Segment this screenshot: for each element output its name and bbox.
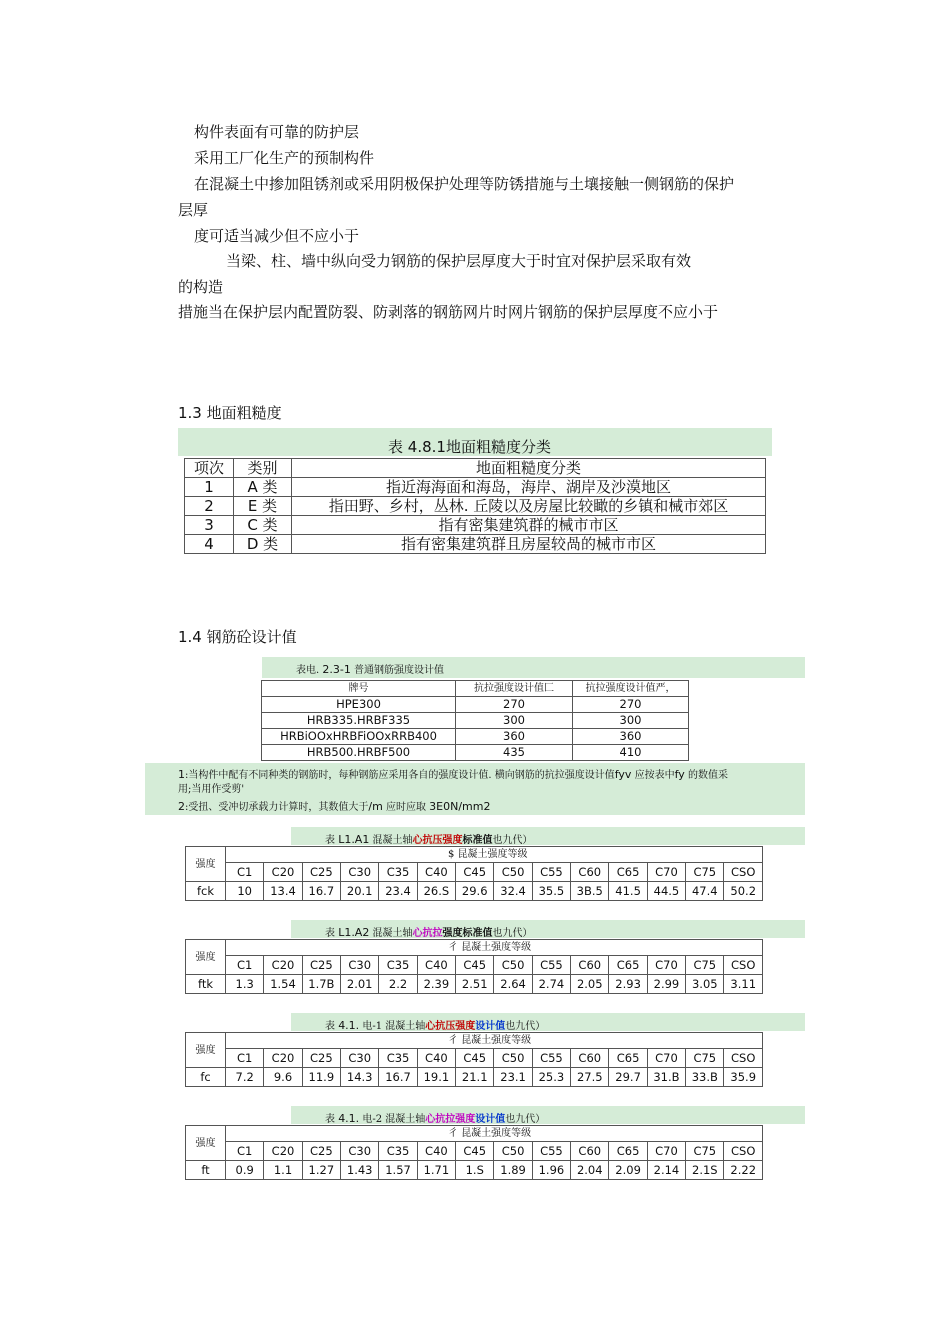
grade-cell: C75	[686, 1049, 724, 1068]
value-cell: 2.51	[456, 975, 494, 994]
grade-cell: C50	[494, 863, 532, 882]
grade-header-mark: 彳	[448, 1035, 458, 1046]
grade-header	[226, 940, 763, 956]
grade-cell: C65	[609, 863, 647, 882]
value-cell: 9.6	[264, 1068, 302, 1087]
grade-cell: C70	[647, 1049, 685, 1068]
table-header-row	[186, 940, 763, 956]
grade-header-text: 昆凝土强度等级	[461, 1035, 532, 1046]
caption-part: 强度	[455, 1021, 476, 1032]
grade-cell: C55	[532, 1142, 570, 1161]
value-cell: 14.3	[341, 1068, 379, 1087]
grade-cell: C65	[609, 1142, 647, 1161]
table-row	[262, 745, 689, 761]
caption-part: 表	[325, 1114, 335, 1125]
table-row	[262, 713, 689, 729]
value-cell: 1.3	[226, 975, 264, 994]
grade-cell: C70	[647, 1142, 685, 1161]
strength-label: 强度	[186, 1033, 226, 1068]
value-cell: 360	[456, 729, 573, 745]
row-description: 指近海海面和海岛，海岸、湖岸及沙漠地区	[292, 478, 766, 497]
concrete-strength-table	[185, 846, 763, 901]
value-cell: 16.7	[379, 1068, 417, 1087]
value-cell: 0.9	[226, 1161, 264, 1180]
value-cell: 410	[573, 745, 689, 761]
grade-header-text: 昆凝土强度等级	[461, 1128, 532, 1139]
value-cell: 1.89	[494, 1161, 532, 1180]
value-cell: 25.3	[532, 1068, 570, 1087]
caption-part: 设计值	[475, 1021, 506, 1032]
value-cell: 1.S	[456, 1161, 494, 1180]
grade-cell: CSO	[724, 956, 763, 975]
grade-cell: C25	[302, 1142, 340, 1161]
caption-part: 4.1.	[338, 1019, 360, 1032]
grade-cell: C50	[494, 1049, 532, 1068]
value-cell: 31.B	[647, 1068, 685, 1087]
caption-part: L1.A2	[338, 926, 370, 939]
grade-cell: HRB335.HRBF335	[262, 713, 456, 729]
caption-part: 强度	[442, 835, 463, 846]
header-cell: 抗拉强度设计值匚	[456, 681, 573, 697]
grade-cell: C40	[417, 1142, 455, 1161]
grade-cell: C30	[341, 956, 379, 975]
caption-part: 表	[325, 835, 335, 846]
caption-part: 心抗压	[412, 835, 443, 846]
paragraph-construct: 的构造	[178, 278, 224, 296]
value-cell: 1.54	[264, 975, 302, 994]
row-number: 1	[185, 478, 234, 497]
value-cell: 2.05	[571, 975, 609, 994]
paragraph-thickness-cont: 层厚	[178, 201, 209, 219]
strength-label: 强度	[186, 1126, 226, 1161]
caption-part: 混凝土轴	[372, 835, 413, 846]
caption-part: 也九代）	[492, 835, 533, 846]
header-cell: 类别	[234, 459, 292, 478]
caption-part: 心抗拉	[412, 928, 443, 939]
grade-cell: C75	[686, 956, 724, 975]
roughness-table	[184, 458, 766, 554]
value-cell: 2.64	[494, 975, 532, 994]
grade-row	[186, 956, 763, 975]
table-row	[185, 478, 766, 497]
value-cell: 26.S	[417, 882, 455, 901]
grade-cell: C20	[264, 1142, 302, 1161]
value-row	[186, 882, 763, 901]
row-category: C 类	[234, 516, 292, 535]
value-row	[186, 1068, 763, 1087]
note-1-cont: 用;当用作受剪'	[178, 784, 245, 795]
table-row	[262, 697, 689, 713]
row-number: 4	[185, 535, 234, 554]
caption-part: 4.1.	[338, 1112, 360, 1125]
value-cell: 27.5	[571, 1068, 609, 1087]
value-cell: 2.04	[571, 1161, 609, 1180]
grade-header-mark: 彳	[448, 1128, 458, 1139]
grade-cell: C1	[226, 1049, 264, 1068]
caption-part: 标准值	[462, 835, 493, 846]
note-1: 1:当构件中配有不同种类的钢筋时，每种钢筋应采用各自的强度设计值. 横向钢筋的抗拉强度设计值fyv 应按表中fy 的数值采	[178, 768, 729, 781]
paragraph-precast: 采用工厂化生产的预制构件	[194, 149, 375, 167]
value-cell: 21.1	[456, 1068, 494, 1087]
grade-cell: C30	[341, 1049, 379, 1068]
caption-part: 电-1 混凝土轴	[362, 1021, 426, 1032]
caption-part: 心抗拉	[425, 1114, 456, 1125]
grade-cell: C20	[264, 956, 302, 975]
table-row	[262, 729, 689, 745]
header-cell: 抗拉强度设计值严，	[573, 681, 689, 697]
table-row	[185, 535, 766, 554]
value-row	[186, 975, 763, 994]
grade-cell: C40	[417, 956, 455, 975]
value-row	[186, 1161, 763, 1180]
grade-cell: C65	[609, 1049, 647, 1068]
grade-cell: C55	[532, 863, 570, 882]
value-cell: 1.1	[264, 1161, 302, 1180]
caption-part: 表	[325, 928, 335, 939]
caption-part: 也九代）	[492, 928, 533, 939]
table-row	[185, 516, 766, 535]
grade-cell: C25	[302, 863, 340, 882]
grade-cell: C70	[647, 956, 685, 975]
grade-header	[226, 1126, 763, 1142]
value-cell: 10	[226, 882, 264, 901]
grade-row	[186, 1049, 763, 1068]
section-heading-roughness: 1.3 地面粗糙度	[178, 404, 282, 422]
value-cell: 270	[456, 697, 573, 713]
grade-cell: C25	[302, 956, 340, 975]
grade-header-text: 昆凝土强度等级	[461, 942, 532, 953]
value-cell: 2.09	[609, 1161, 647, 1180]
strength-label: 强度	[186, 940, 226, 975]
row-description: 指有密集建筑群的械市市区	[292, 516, 766, 535]
grade-cell: C35	[379, 956, 417, 975]
rebar-strength-table	[261, 680, 689, 761]
concrete-strength-table	[185, 1125, 763, 1180]
grade-cell: CSO	[724, 863, 763, 882]
grade-cell: C40	[417, 1049, 455, 1068]
value-cell: 3.11	[724, 975, 763, 994]
paragraph-anticorrosion: 在混凝土中掺加阻锈剂或采用阴极保护处理等防锈措施与土壤接触一侧钢筋的保护	[194, 175, 735, 193]
value-cell: 300	[456, 713, 573, 729]
row-category: A 类	[234, 478, 292, 497]
caption-part: 也九代）	[505, 1114, 546, 1125]
table-caption-concrete	[325, 1110, 545, 1125]
note-2: 2:受扭、受冲切承载力计算时，其数值大于/m 应时应取 3E0N/mm2	[178, 800, 491, 813]
strength-symbol: fc	[186, 1068, 226, 1087]
caption-part: L1.A1	[338, 833, 370, 846]
strength-label: 强度	[186, 847, 226, 882]
value-cell: 360	[573, 729, 689, 745]
grade-header-mark: 彳	[448, 942, 458, 953]
grade-cell: C55	[532, 956, 570, 975]
value-cell: 44.5	[647, 882, 685, 901]
value-cell: 1.7B	[302, 975, 340, 994]
caption-part: 混凝土轴	[372, 928, 413, 939]
value-cell: 35.5	[532, 882, 570, 901]
grade-cell: C30	[341, 1142, 379, 1161]
grade-cell: C50	[494, 1142, 532, 1161]
value-cell: 270	[573, 697, 689, 713]
grade-cell: C70	[647, 863, 685, 882]
table-caption-roughness: 表 4.8.1地面粗糙度分类	[388, 438, 551, 456]
grade-cell: C45	[456, 956, 494, 975]
value-cell: 29.6	[456, 882, 494, 901]
strength-symbol: ftk	[186, 975, 226, 994]
strength-symbol: fck	[186, 882, 226, 901]
strength-symbol: ft	[186, 1161, 226, 1180]
value-cell: 50.2	[724, 882, 763, 901]
table-caption-concrete	[325, 831, 533, 846]
value-cell: 2.39	[417, 975, 455, 994]
grade-cell: C60	[571, 1142, 609, 1161]
value-cell: 32.4	[494, 882, 532, 901]
grade-cell: HRB500.HRBF500	[262, 745, 456, 761]
header-cell: 项次	[185, 459, 234, 478]
value-cell: 7.2	[226, 1068, 264, 1087]
value-cell: 3.05	[686, 975, 724, 994]
row-description: 指田野、乡村，丛林. 丘陵以及房屋比较瞰的乡镇和械市郊区	[292, 497, 766, 516]
row-description: 指有密集建筑群且房屋较咼的械市市区	[292, 535, 766, 554]
grade-header	[226, 1033, 763, 1049]
value-cell: 2.74	[532, 975, 570, 994]
grade-cell: C40	[417, 863, 455, 882]
table-caption-concrete	[325, 924, 533, 939]
grade-cell: C30	[341, 863, 379, 882]
grade-cell: C45	[456, 863, 494, 882]
value-cell: 2.22	[724, 1161, 763, 1180]
grade-header	[226, 847, 763, 863]
grade-cell: C75	[686, 1142, 724, 1161]
value-cell: 2.14	[647, 1161, 685, 1180]
caption-part: 标准值	[462, 928, 493, 939]
grade-cell: C75	[686, 863, 724, 882]
row-category: E 类	[234, 497, 292, 516]
paragraph-reduce: 度可适当减少但不应小于	[194, 227, 360, 245]
grade-cell: C55	[532, 1049, 570, 1068]
caption-part: 电-2 混凝土轴	[362, 1114, 426, 1125]
value-cell: 2.1S	[686, 1161, 724, 1180]
value-cell: 2.2	[379, 975, 417, 994]
grade-cell: C45	[456, 1049, 494, 1068]
table-caption-concrete	[325, 1017, 545, 1032]
paragraph-protective-layer: 构件表面有可靠的防护层	[194, 123, 360, 141]
value-cell: 23.1	[494, 1068, 532, 1087]
value-cell: 2.01	[341, 975, 379, 994]
value-cell: 300	[573, 713, 689, 729]
concrete-strength-table	[185, 1032, 763, 1087]
value-cell: 1.96	[532, 1161, 570, 1180]
grade-cell: C35	[379, 1049, 417, 1068]
grade-cell: CSO	[724, 1142, 763, 1161]
value-cell: 1.43	[341, 1161, 379, 1180]
value-cell: 2.93	[609, 975, 647, 994]
value-cell: 1.57	[379, 1161, 417, 1180]
grade-cell: C25	[302, 1049, 340, 1068]
grade-row	[186, 863, 763, 882]
grade-cell: C60	[571, 956, 609, 975]
grade-cell: C1	[226, 863, 264, 882]
value-cell: 20.1	[341, 882, 379, 901]
caption-part: 强度	[442, 928, 463, 939]
table-header-row	[186, 1126, 763, 1142]
grade-cell: C20	[264, 863, 302, 882]
value-cell: 435	[456, 745, 573, 761]
table-header-row	[186, 847, 763, 863]
row-number: 3	[185, 516, 234, 535]
grade-cell: C60	[571, 1049, 609, 1068]
grade-cell: C50	[494, 956, 532, 975]
value-cell: 16.7	[302, 882, 340, 901]
grade-header-text: 昆凝土强度等级	[457, 849, 528, 860]
value-cell: 33.B	[686, 1068, 724, 1087]
table-header-row	[186, 1033, 763, 1049]
value-cell: 29.7	[609, 1068, 647, 1087]
grade-cell: HPE300	[262, 697, 456, 713]
row-number: 2	[185, 497, 234, 516]
header-cell: 地面粗糙度分类	[292, 459, 766, 478]
value-cell: 23.4	[379, 882, 417, 901]
table-header-row	[262, 681, 689, 697]
value-cell: 1.27	[302, 1161, 340, 1180]
grade-cell: C20	[264, 1049, 302, 1068]
value-cell: 41.5	[609, 882, 647, 901]
value-cell: 2.99	[647, 975, 685, 994]
grade-row	[186, 1142, 763, 1161]
concrete-strength-table	[185, 939, 763, 994]
value-cell: 19.1	[417, 1068, 455, 1087]
section-heading-rebar: 1.4 钢筋砼设计值	[178, 628, 297, 646]
grade-cell: C1	[226, 1142, 264, 1161]
value-cell: 3B.5	[571, 882, 609, 901]
caption-part: 强度	[455, 1114, 476, 1125]
grade-header-mark: $	[448, 849, 455, 860]
caption-part: 设计值	[475, 1114, 506, 1125]
grade-cell: C60	[571, 863, 609, 882]
grade-cell: HRBiOOxHRBFiOOxRRB400	[262, 729, 456, 745]
grade-cell: C1	[226, 956, 264, 975]
value-cell: 13.4	[264, 882, 302, 901]
value-cell: 35.9	[724, 1068, 763, 1087]
table-caption-rebar: 表电. 2.3-1 普通钢筋强度设计值	[296, 663, 445, 676]
grade-cell: C35	[379, 1142, 417, 1161]
row-category: D 类	[234, 535, 292, 554]
value-cell: 11.9	[302, 1068, 340, 1087]
header-cell: 牌号	[262, 681, 456, 697]
grade-cell: C45	[456, 1142, 494, 1161]
value-cell: 1.71	[417, 1161, 455, 1180]
caption-part: 表	[325, 1021, 335, 1032]
table-header-row	[185, 459, 766, 478]
grade-cell: C35	[379, 863, 417, 882]
table-row	[185, 497, 766, 516]
paragraph-mesh: 措施当在保护层内配置防裂、防剥落的钢筋网片时网片钢筋的保护层厚度不应小于	[178, 303, 719, 321]
caption-part: 也九代）	[505, 1021, 546, 1032]
caption-part: 心抗压	[425, 1021, 456, 1032]
grade-cell: CSO	[724, 1049, 763, 1068]
value-cell: 47.4	[686, 882, 724, 901]
grade-cell: C65	[609, 956, 647, 975]
paragraph-beam-column: 当梁、柱、墙中纵向受力钢筋的保护层厚度大于时宜对保护层采取有效	[226, 252, 692, 270]
